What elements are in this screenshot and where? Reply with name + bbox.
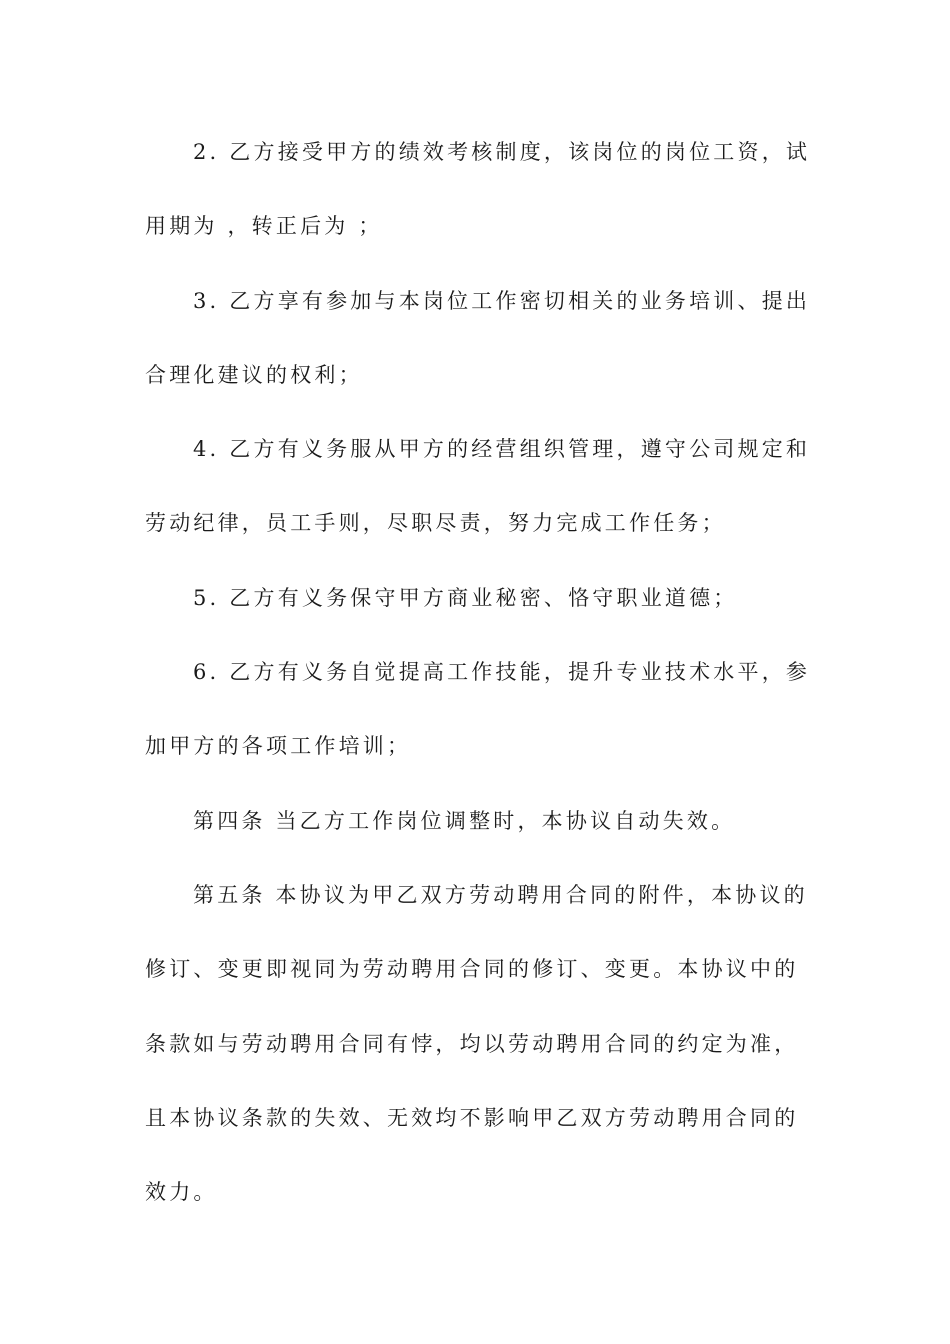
article-4-line-1: 第四条 当乙方工作岗位调整时，本协议自动失效。 — [193, 808, 736, 833]
document-body — [145, 122, 811, 1236]
clause-4-line-2: 劳动纪律，员工手则，尽职尽责，努力完成工作任务； — [145, 511, 726, 536]
clause-2-line-2: 用期为 ，转正后为 ； — [145, 214, 383, 239]
article-5-line-4: 且本协议条款的失效、无效均不影响甲乙双方劳动聘用合同的 — [145, 1105, 799, 1130]
clause-6-line-1: 6. 乙方有义务自觉提高工作技能，提升专业技术水平，参 — [193, 660, 811, 685]
clause-2-line-1: 2. 乙方接受甲方的绩效考核制度，该岗位的岗位工资，试 — [193, 140, 811, 164]
article-5-line-1: 第五条 本协议为甲乙双方劳动聘用合同的附件，本协议的 — [193, 882, 808, 907]
clause-3-line-1: 3. 乙方享有参加与本岗位工作密切相关的业务培训、提出 — [193, 288, 811, 313]
article-5-line-5: 效力。 — [145, 1180, 218, 1205]
clause-6-line-2: 加甲方的各项工作培训； — [145, 734, 412, 759]
clause-3-line-2: 合理化建议的权利； — [145, 362, 363, 387]
article-5-line-3: 条款如与劳动聘用合同有悖，均以劳动聘用合同的约定为准， — [145, 1031, 799, 1056]
clause-5-line-1: 5. 乙方有义务保守甲方商业秘密、恪守职业道德； — [193, 585, 738, 610]
clause-4-line-1: 4. 乙方有义务服从甲方的经营组织管理，遵守公司规定和 — [193, 437, 811, 462]
article-5-line-2: 修订、变更即视同为劳动聘用合同的修订、变更。本协议中的 — [145, 957, 799, 982]
